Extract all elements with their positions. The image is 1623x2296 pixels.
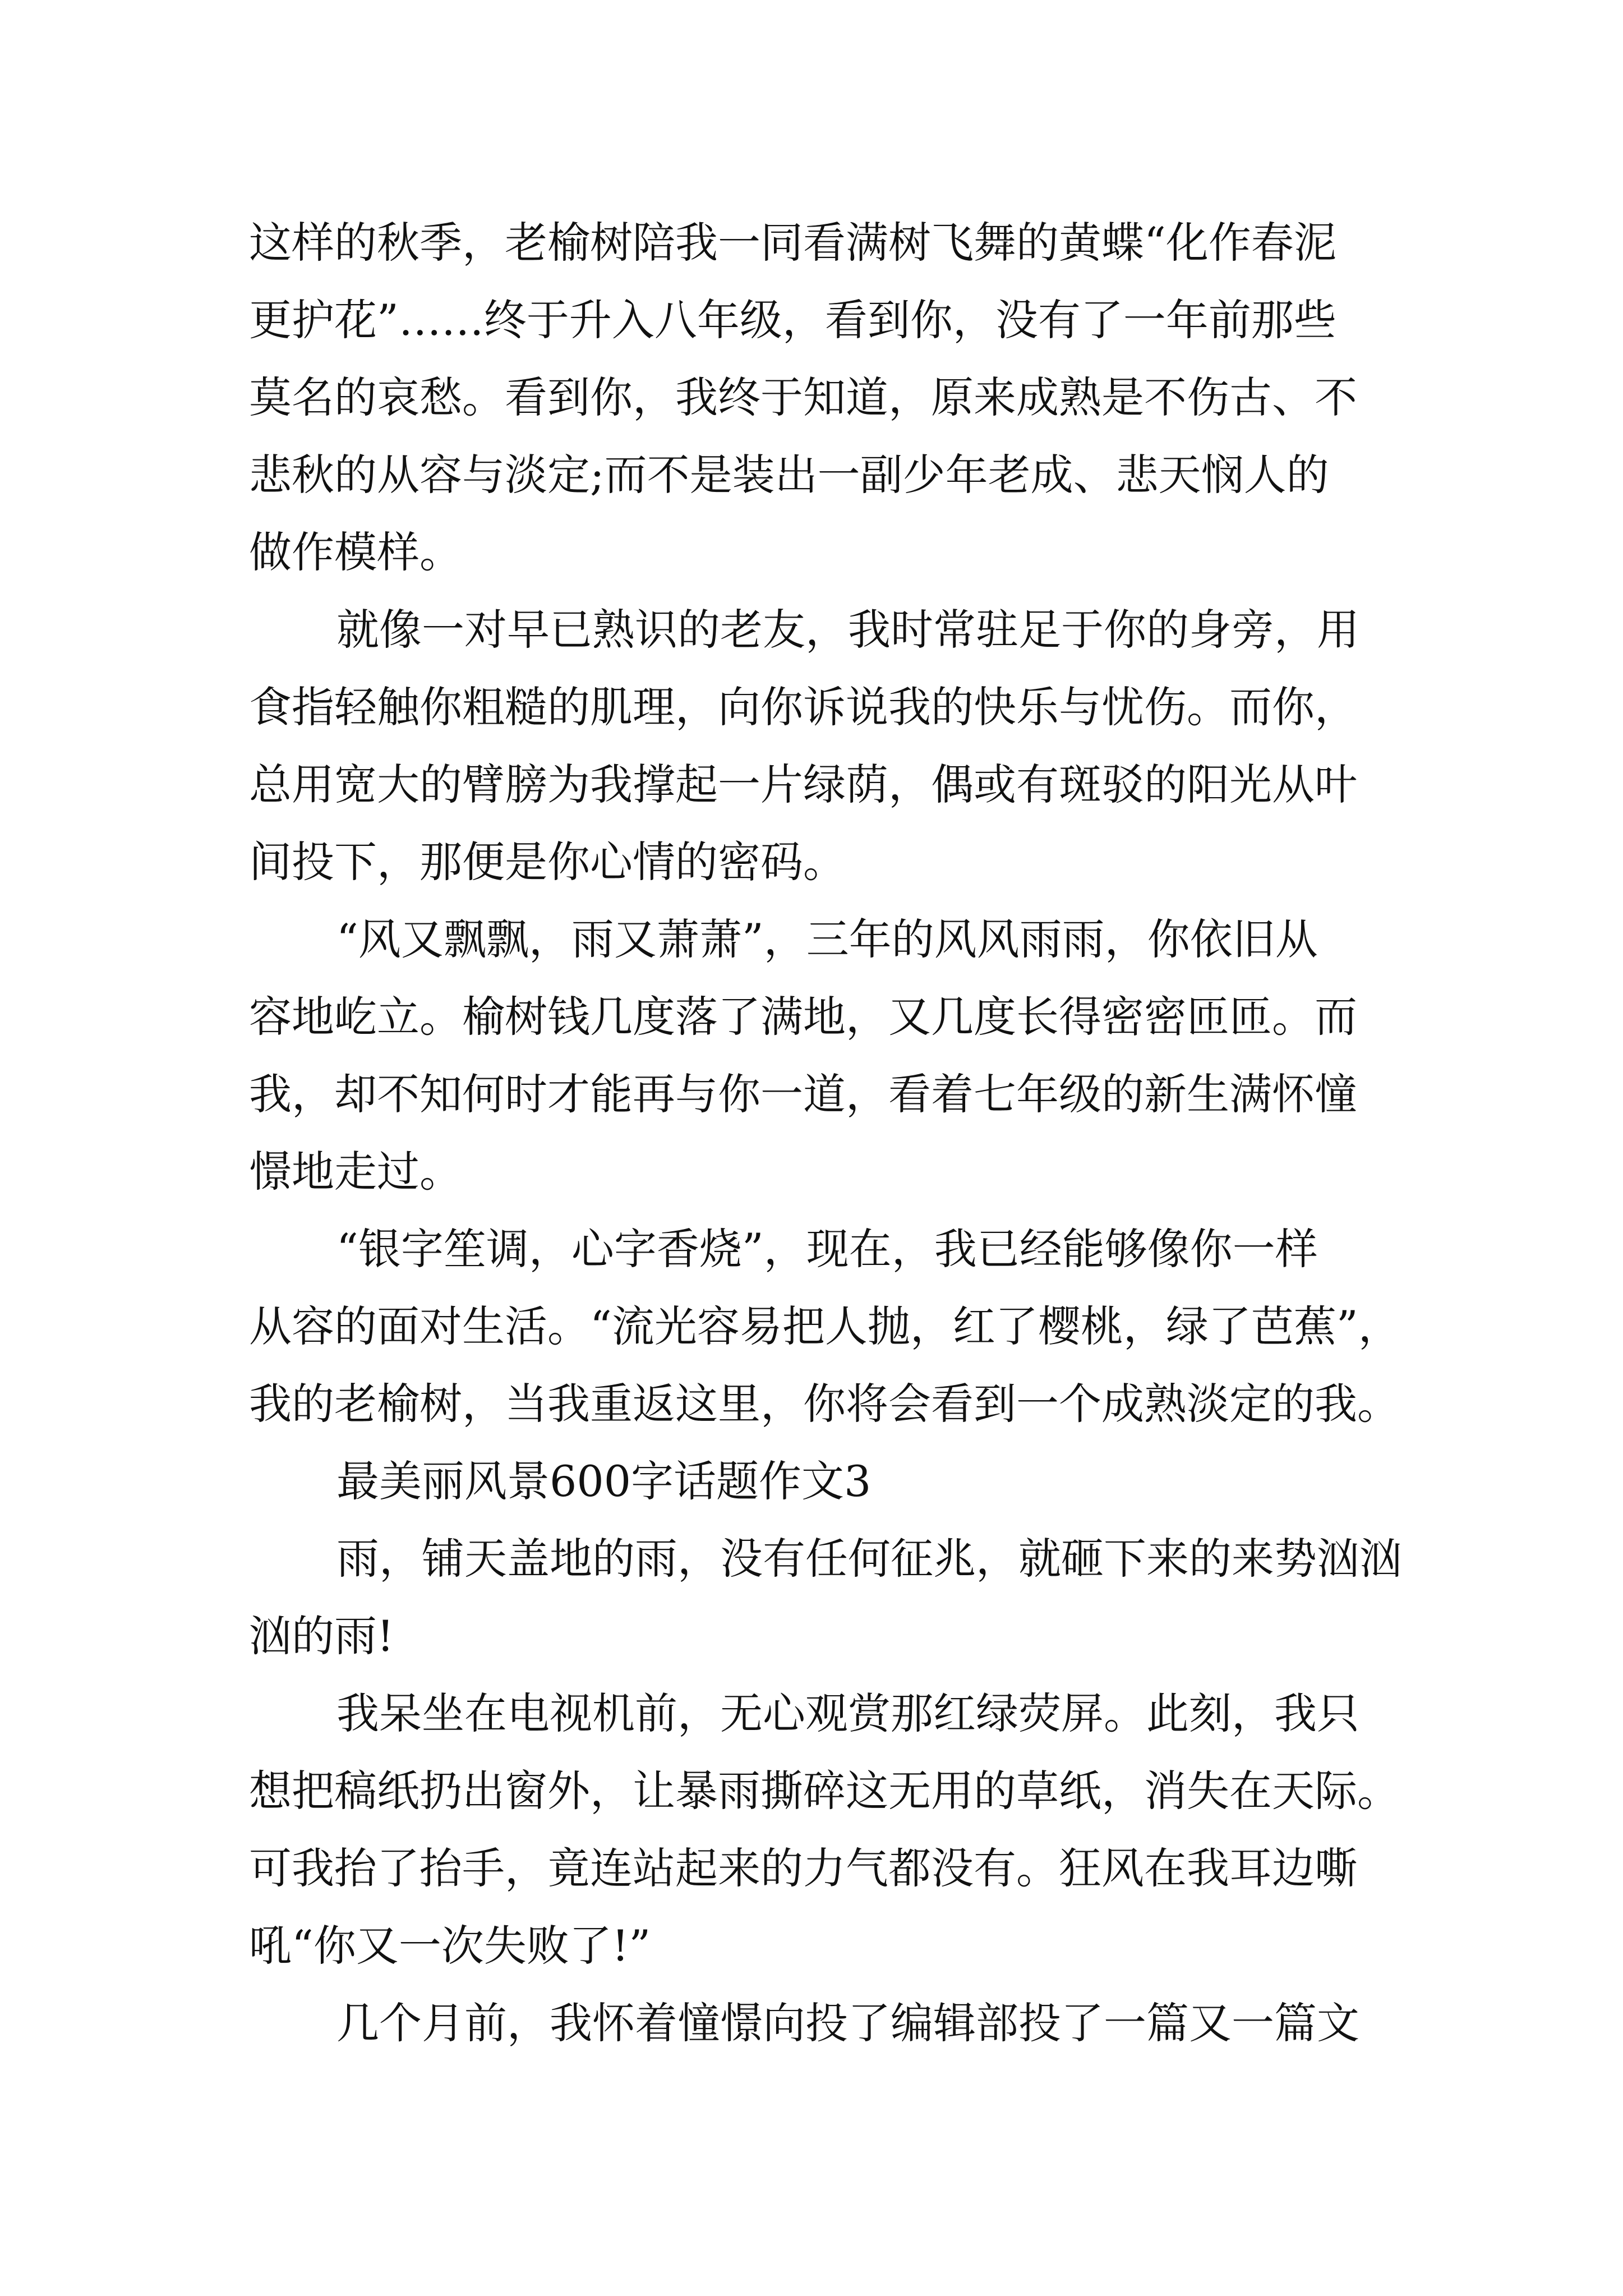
text-line-19: 汹的雨! xyxy=(249,1611,394,1661)
text-line-8: 总用宽大的臂膀为我撑起一片绿荫，偶或有斑驳的阳光从叶 xyxy=(249,760,1357,809)
text-line-11: 容地屹立。榆树钱几度落了满地，又几度长得密密匝匝。而 xyxy=(249,992,1357,1042)
text-line-5: 做作模样。 xyxy=(249,527,462,577)
text-line-18: 雨，铺天盖地的雨，没有任何征兆，就砸下来的来势汹汹 xyxy=(336,1534,1402,1584)
text-line-3: 莫名的哀愁。看到你，我终于知道，原来成熟是不伤古、不 xyxy=(249,372,1357,422)
text-line-13: 憬地走过。 xyxy=(249,1147,462,1197)
text-line-20: 我呆坐在电视机前，无心观赏那红绿荧屏。此刻，我只 xyxy=(336,1688,1359,1738)
section-heading: 最美丽风景600字话题作文3 xyxy=(336,1456,872,1506)
text-line-23: 吼“你又一次失败了!” xyxy=(249,1921,651,1971)
text-line-1: 这样的秋季，老榆树陪我一同看满树飞舞的黄蝶“化作春泥 xyxy=(249,218,1336,268)
text-line-9: 间投下，那便是你心情的密码。 xyxy=(249,837,846,887)
text-line-16: 我的老榆树，当我重返这里，你将会看到一个成熟淡定的我。 xyxy=(249,1379,1400,1429)
text-line-12: 我，却不知何时才能再与你一道，看着七年级的新生满怀憧 xyxy=(249,1069,1357,1119)
text-line-21: 想把稿纸扔出窗外，让暴雨撕碎这无用的草纸，消失在天际。 xyxy=(249,1766,1400,1816)
text-line-15: 从容的面对生活。“流光容易把人抛，红了樱桃，绿了芭蕉”， xyxy=(249,1301,1401,1351)
text-line-24: 几个月前，我怀着憧憬向投了编辑部投了一篇又一篇文 xyxy=(336,1998,1359,2048)
text-line-4: 悲秋的从容与淡定;而不是装出一副少年老成、悲天悯人的 xyxy=(249,450,1329,500)
text-line-6: 就像一对早已熟识的老友，我时常驻足于你的身旁，用 xyxy=(336,605,1359,655)
text-line-14: “银字笙调，心字香烧”，现在，我已经能够像你一样 xyxy=(336,1224,1318,1274)
text-line-2: 更护花”……终于升入八年级，看到你，没有了一年前那些 xyxy=(249,295,1336,345)
text-line-10: “风又飘飘，雨又萧萧”，三年的风风雨雨，你依旧从 xyxy=(336,914,1318,964)
text-line-22: 可我抬了抬手，竟连站起来的力气都没有。狂风在我耳边嘶 xyxy=(249,1843,1357,1893)
text-line-7: 食指轻触你粗糙的肌理，向你诉说我的快乐与忧伤。而你， xyxy=(249,682,1357,732)
